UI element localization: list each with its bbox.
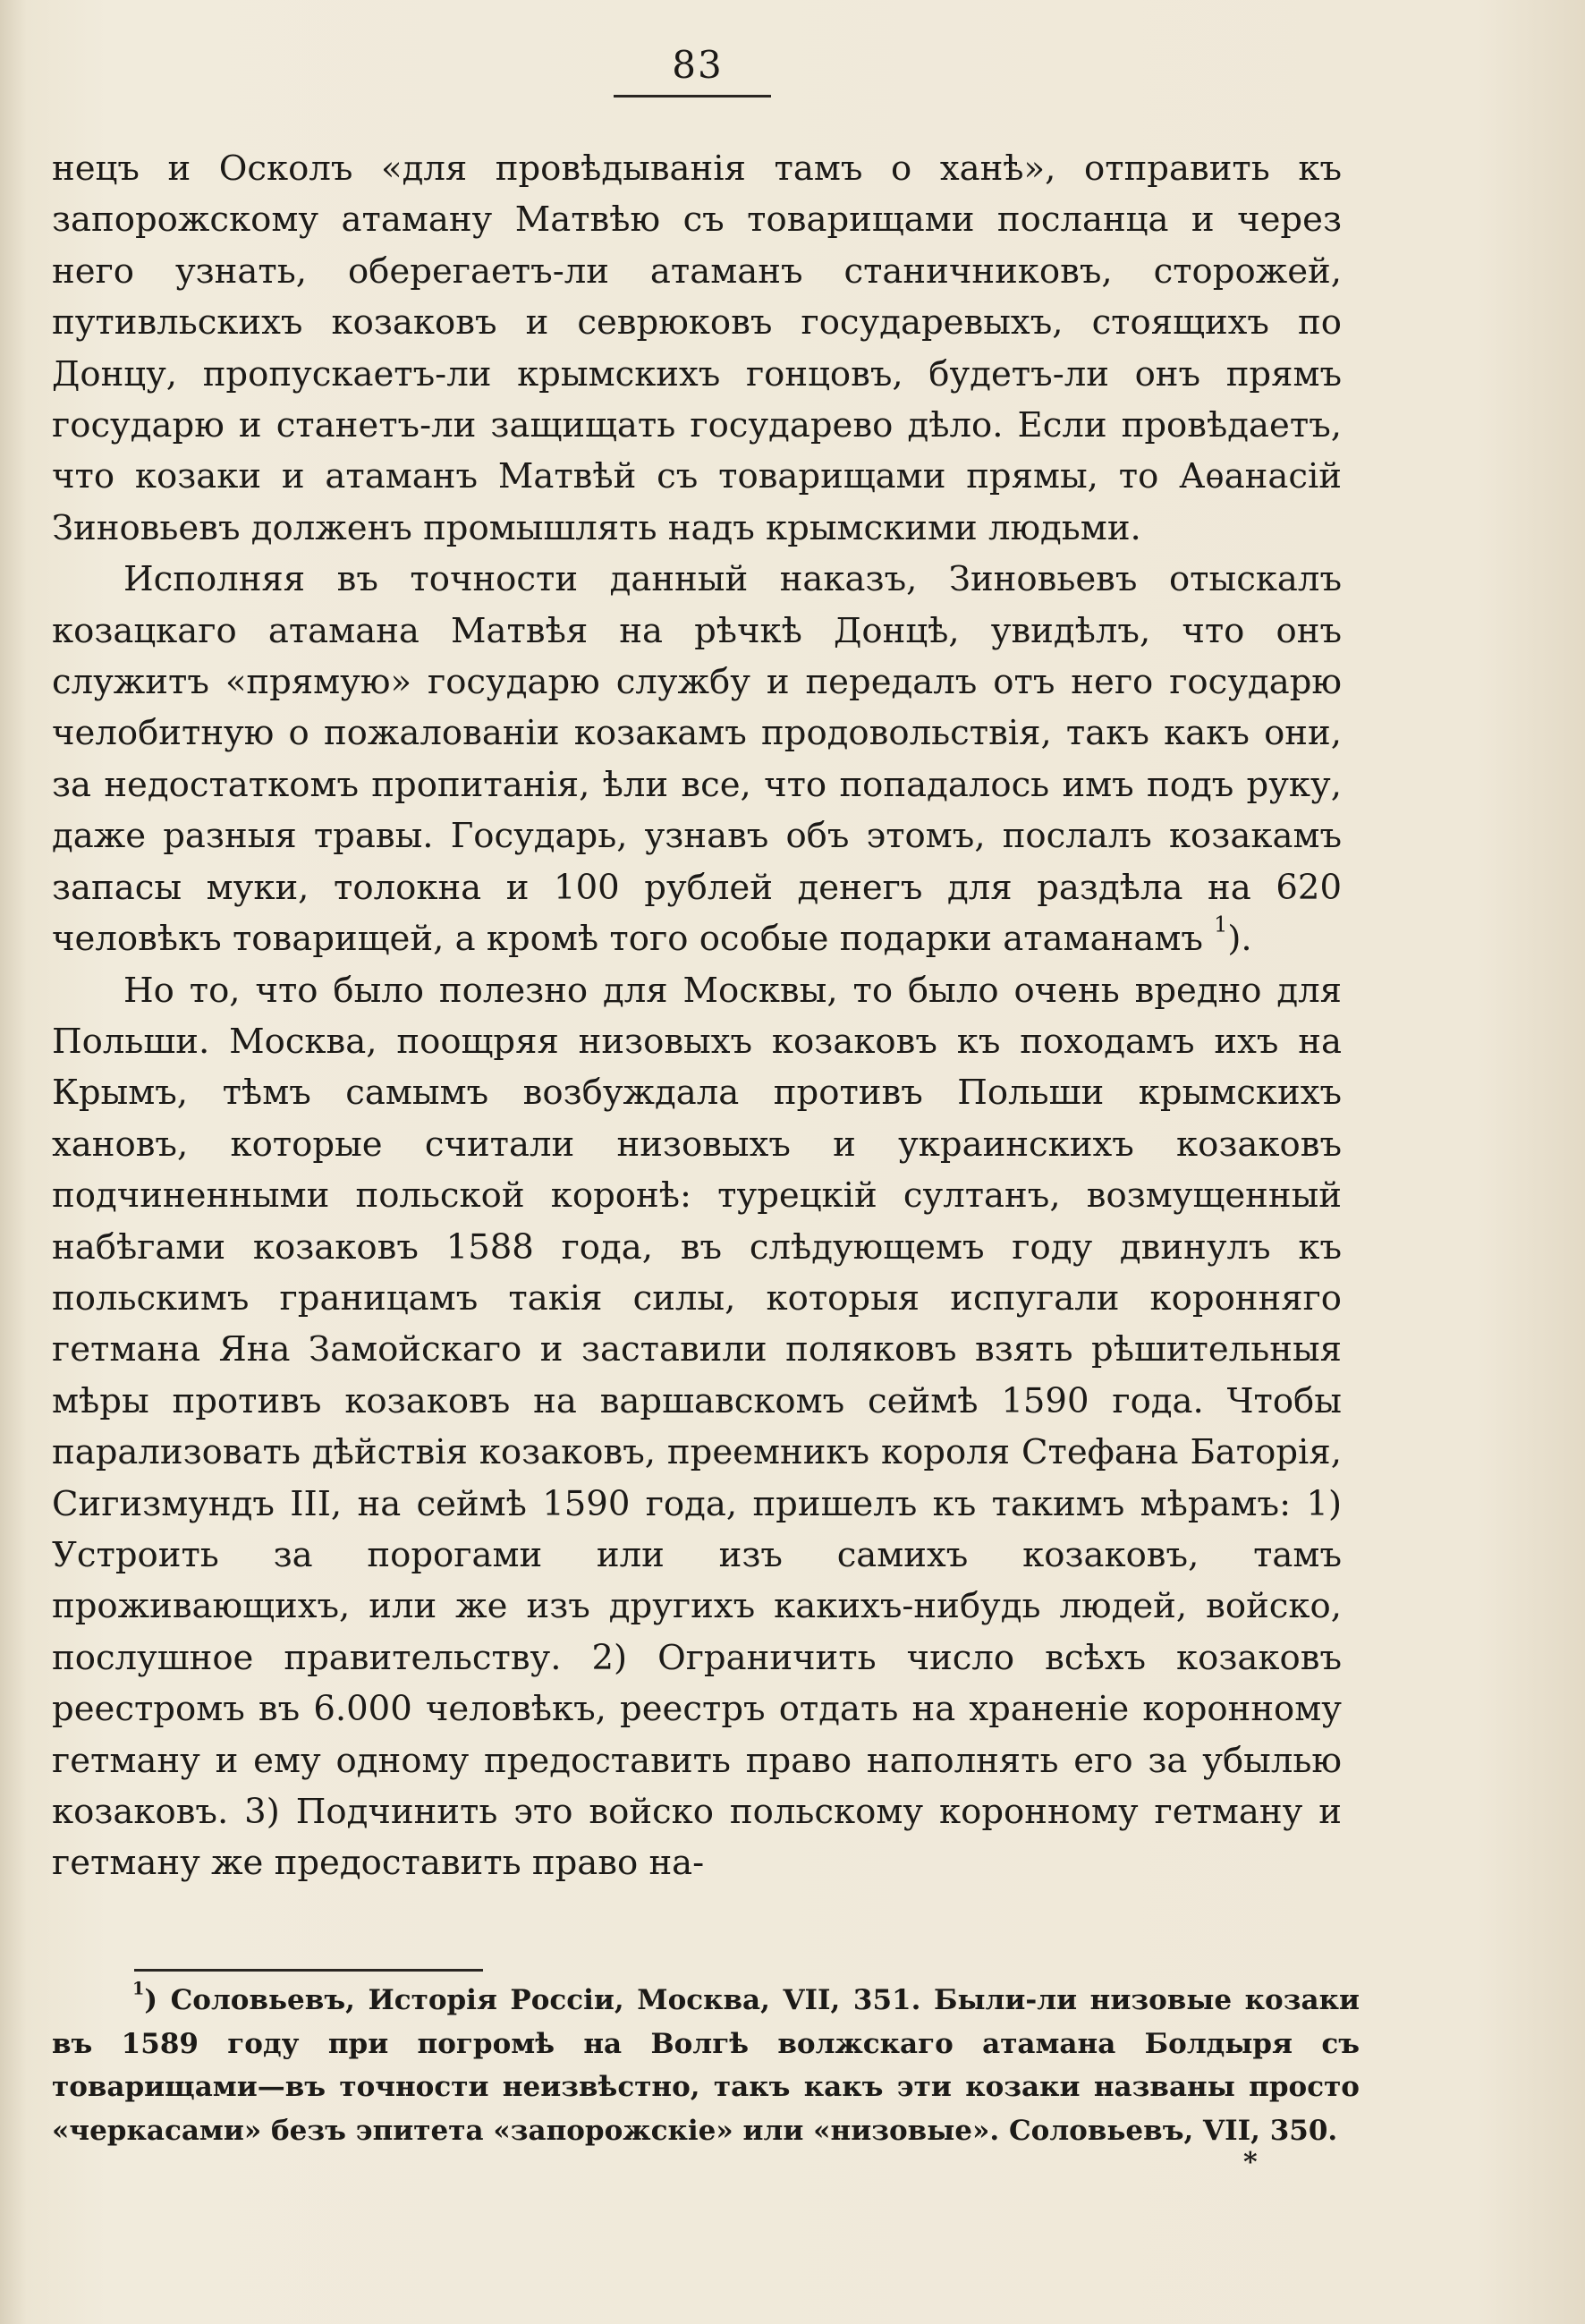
footnote: [52, 1979, 1360, 2152]
footnote-text: ) Соловьевъ, Исторія Россіи, Москва, VII, 351. Были-ли низовые козаки въ 1589 году при погромѣ на Волгѣ волжскаго атамана Болдыря съ товарищами—въ точности неизвѣстно, такъ какъ эти козаки названы просто «черкасами» безъ эпитета «запорожскіе» или «низовые». Соловьевъ, VII, 350.: [52, 1984, 1360, 2147]
paragraph-2-text: Исполняя въ точности данный наказъ, Зиновьевъ отыскалъ козацкаго атамана Матвѣя на рѣчкѣ Донцѣ, увидѣлъ, что онъ служитъ «прямую» государю службу и передалъ отъ него государю челобитную о пожалованіи козакамъ продовольствія, такъ какъ они, за недостаткомъ пропитанія, ѣли все, что попадалось имъ подъ руку, даже разныя травы. Государь, узнавъ объ этомъ, послалъ козакамъ запасы муки, толокна и 100 рублей денегъ для раздѣла на 620 человѣкъ товарищей, а кромѣ того особые подарки атаманамъ: [52, 559, 1342, 960]
paragraph-1: [52, 143, 1342, 554]
paragraph-3-text: Но то, что было полезно для Москвы, то было очень вредно для Польши. Москва, поощряя низовыхъ козаковъ къ походамъ ихъ на Крымъ, тѣмъ самымъ возбуждала противъ Польши крымскихъ хановъ, которые считали низовыхъ и украинскихъ козаковъ подчиненными польской коронѣ: турецкій султанъ, возмущенный набѣгами козаковъ 1588 года, въ слѣдующемъ году двинулъ къ польскимъ границамъ такія силы, которыя испугали коронняго гетмана Яна Замойскаго и заставили поляковъ взять рѣшительныя мѣры противъ козаковъ на варшавскомъ сеймѣ 1590 года. Чтобы парализовать дѣйствія козаковъ, преемникъ короля Стефана Баторія, Сигизмундъ III, на сеймѣ 1590 года, пришелъ къ такимъ мѣрамъ: 1) Устроить за порогами или изъ самихъ козаковъ, тамъ проживающихъ, или же изъ другихъ какихъ-нибудь людей, войско, послушное правительству. 2) Ограничить число всѣхъ козаковъ реестромъ въ 6.000 человѣкъ, реестръ отдать на храненіе коронному гетману и ему одному предоставить право наполнять его за убылью козаковъ. 3) Подчинить это войско польскому коронному гетману и гетману же предоставить право на-: [52, 970, 1342, 1884]
paragraph-2-tail: ).: [1227, 919, 1252, 960]
page-number-rule: [614, 95, 771, 98]
footnote-mark: 1: [132, 1978, 145, 1999]
paragraph-3: [52, 965, 1342, 1889]
body-text: [52, 143, 1342, 1889]
paragraph-1-text: нецъ и Осколъ «для провѣдыванія тамъ о ханѣ», отправить къ запорожскому атаману Матвѣю съ товарищами посланца и через него узнать, оберегаетъ-ли атаманъ станичниковъ, сторожей, путивльскихъ козаковъ и севрюковъ государевыхъ, стоящихъ по Донцу, пропускаетъ-ли крымскихъ гонцовъ, будетъ-ли онъ прямъ государю и станетъ-ли защищать государево дѣло. Если провѣдаетъ, что козаки и атаманъ Матвѣй съ товарищами прямы, то Аѳанасій Зиновьевъ долженъ промышлять надъ крымскими людьми.: [52, 148, 1342, 548]
footnote-separator: [134, 1969, 483, 1972]
page-number: 83: [672, 43, 724, 87]
signature-mark: *: [1243, 2147, 1258, 2178]
paragraph-2: [52, 554, 1342, 964]
footnote-reference[interactable]: 1: [1214, 912, 1228, 937]
